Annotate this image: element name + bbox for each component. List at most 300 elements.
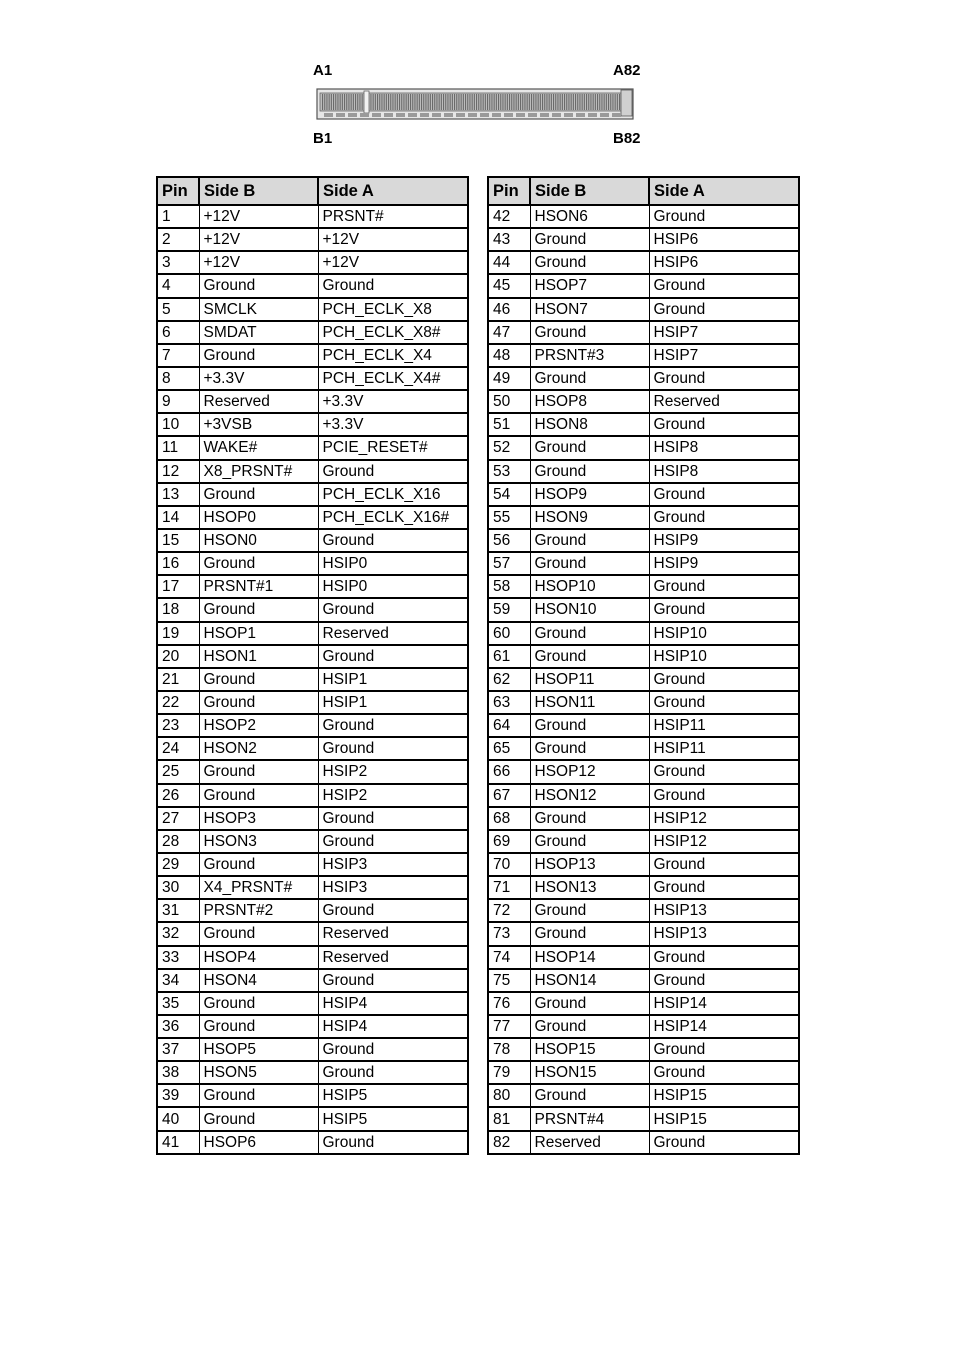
table-row — [488, 784, 799, 807]
cell-side-a: PCH_ECLK_X16 — [318, 483, 468, 506]
cell-side-b: HSOP2 — [199, 714, 318, 737]
cell-side-a: Ground — [318, 714, 468, 737]
cell-pin: 37 — [157, 1038, 199, 1061]
table-row — [488, 205, 799, 228]
cell-side-b: Ground — [530, 552, 649, 575]
cell-pin: 8 — [157, 367, 199, 390]
cell-side-b: HSOP14 — [530, 946, 649, 969]
cell-side-b: Ground — [199, 483, 318, 506]
cell-side-a: HSIP2 — [318, 760, 468, 783]
cell-side-a: Ground — [318, 460, 468, 483]
cell-side-a: Ground — [318, 598, 468, 621]
cell-side-a: HSIP10 — [649, 645, 799, 668]
table-row — [488, 1061, 799, 1084]
table-row — [157, 274, 468, 297]
table-row — [157, 483, 468, 506]
cell-pin: 4 — [157, 274, 199, 297]
cell-side-a: Ground — [318, 1061, 468, 1084]
cell-pin: 26 — [157, 784, 199, 807]
cell-side-b: +3.3V — [199, 367, 318, 390]
cell-pin: 73 — [488, 922, 530, 945]
cell-side-a: Ground — [649, 205, 799, 228]
cell-side-a: HSIP7 — [649, 321, 799, 344]
cell-side-a: Ground — [649, 760, 799, 783]
cell-side-a: HSIP13 — [649, 899, 799, 922]
table-row — [157, 575, 468, 598]
table-row — [488, 506, 799, 529]
cell-side-b: Ground — [530, 645, 649, 668]
cell-pin: 69 — [488, 830, 530, 853]
table-row — [488, 946, 799, 969]
cell-side-b: HSON5 — [199, 1061, 318, 1084]
table-row — [488, 668, 799, 691]
table-row — [157, 205, 468, 228]
cell-side-a: Ground — [649, 483, 799, 506]
table-row — [488, 1084, 799, 1107]
cell-pin: 23 — [157, 714, 199, 737]
cell-side-a: Reserved — [649, 390, 799, 413]
cell-side-a: Reserved — [318, 946, 468, 969]
table-row — [157, 1107, 468, 1130]
table-row — [488, 691, 799, 714]
cell-pin: 29 — [157, 853, 199, 876]
cell-side-a: HSIP3 — [318, 876, 468, 899]
table-header-row — [488, 177, 799, 205]
table-row — [157, 298, 468, 321]
table-row — [488, 598, 799, 621]
cell-side-a: PRSNT# — [318, 205, 468, 228]
cell-side-b: Ground — [530, 737, 649, 760]
cell-side-a: HSIP4 — [318, 1015, 468, 1038]
cell-side-a: HSIP15 — [649, 1084, 799, 1107]
cell-pin: 10 — [157, 413, 199, 436]
cell-side-b: PRSNT#4 — [530, 1107, 649, 1130]
cell-pin: 76 — [488, 992, 530, 1015]
cell-side-a: HSIP13 — [649, 922, 799, 945]
cell-side-b: Ground — [199, 1107, 318, 1130]
table-row — [157, 807, 468, 830]
cell-side-b: Ground — [530, 321, 649, 344]
table-row — [157, 344, 468, 367]
cell-pin: 75 — [488, 969, 530, 992]
cell-side-a: Ground — [649, 506, 799, 529]
cell-side-a: Ground — [649, 1131, 799, 1154]
cell-pin: 39 — [157, 1084, 199, 1107]
cell-pin: 59 — [488, 598, 530, 621]
cell-side-a: HSIP14 — [649, 992, 799, 1015]
connector-label-a1: A1 — [313, 62, 333, 79]
cell-pin: 44 — [488, 251, 530, 274]
table-row — [488, 529, 799, 552]
header-side-a: Side A — [318, 177, 468, 205]
cell-side-b: Reserved — [199, 390, 318, 413]
cell-pin: 58 — [488, 575, 530, 598]
connector-label-b1: B1 — [313, 130, 333, 147]
cell-side-a: Ground — [649, 969, 799, 992]
cell-side-b: HSON0 — [199, 529, 318, 552]
cell-pin: 19 — [157, 622, 199, 645]
table-row — [157, 390, 468, 413]
header-pin: Pin — [488, 177, 530, 205]
cell-side-b: HSOP15 — [530, 1038, 649, 1061]
pcie-slot-connector-image — [316, 88, 634, 120]
cell-side-a: HSIP7 — [649, 344, 799, 367]
cell-side-b: SMCLK — [199, 298, 318, 321]
cell-side-b: +12V — [199, 228, 318, 251]
table-row — [488, 830, 799, 853]
cell-pin: 6 — [157, 321, 199, 344]
cell-pin: 54 — [488, 483, 530, 506]
cell-pin: 32 — [157, 922, 199, 945]
table-row — [488, 1015, 799, 1038]
cell-side-b: HSOP1 — [199, 622, 318, 645]
table-row — [157, 899, 468, 922]
cell-side-b: X4_PRSNT# — [199, 876, 318, 899]
table-row — [488, 622, 799, 645]
cell-pin: 45 — [488, 274, 530, 297]
cell-side-a: PCH_ECLK_X4# — [318, 367, 468, 390]
cell-pin: 33 — [157, 946, 199, 969]
table-row — [488, 922, 799, 945]
cell-pin: 3 — [157, 251, 199, 274]
cell-pin: 43 — [488, 228, 530, 251]
table-row — [157, 760, 468, 783]
cell-side-a: HSIP10 — [649, 622, 799, 645]
table-row — [157, 1038, 468, 1061]
cell-pin: 15 — [157, 529, 199, 552]
cell-side-b: HSON9 — [530, 506, 649, 529]
cell-side-a: HSIP5 — [318, 1107, 468, 1130]
cell-side-a: HSIP12 — [649, 807, 799, 830]
cell-side-a: HSIP9 — [649, 529, 799, 552]
cell-pin: 67 — [488, 784, 530, 807]
table-row — [488, 969, 799, 992]
table-row — [157, 668, 468, 691]
cell-pin: 20 — [157, 645, 199, 668]
cell-pin: 51 — [488, 413, 530, 436]
cell-side-b: HSOP4 — [199, 946, 318, 969]
cell-side-a: Ground — [649, 575, 799, 598]
connector-label-a82: A82 — [613, 62, 641, 79]
cell-pin: 11 — [157, 436, 199, 459]
table-row — [488, 853, 799, 876]
cell-pin: 12 — [157, 460, 199, 483]
cell-side-b: +12V — [199, 251, 318, 274]
cell-side-a: Ground — [318, 899, 468, 922]
cell-side-a: +3.3V — [318, 390, 468, 413]
table-row — [488, 760, 799, 783]
table-row — [488, 413, 799, 436]
cell-side-a: HSIP0 — [318, 552, 468, 575]
cell-side-b: Ground — [530, 367, 649, 390]
table-row — [157, 506, 468, 529]
cell-pin: 30 — [157, 876, 199, 899]
table-row — [157, 529, 468, 552]
cell-side-b: Ground — [530, 807, 649, 830]
cell-side-a: Ground — [649, 853, 799, 876]
table-row — [157, 321, 468, 344]
cell-side-b: Ground — [530, 460, 649, 483]
header-side-a: Side A — [649, 177, 799, 205]
table-row — [488, 992, 799, 1015]
table-row — [488, 390, 799, 413]
cell-side-b: Ground — [199, 691, 318, 714]
cell-side-a: HSIP5 — [318, 1084, 468, 1107]
cell-pin: 27 — [157, 807, 199, 830]
cell-side-a: HSIP11 — [649, 714, 799, 737]
cell-side-b: HSOP3 — [199, 807, 318, 830]
cell-side-b: HSOP7 — [530, 274, 649, 297]
cell-side-b: HSON13 — [530, 876, 649, 899]
cell-side-b: Ground — [530, 714, 649, 737]
cell-pin: 16 — [157, 552, 199, 575]
cell-side-b: Ground — [199, 922, 318, 945]
table-row — [488, 1107, 799, 1130]
cell-side-b: HSON14 — [530, 969, 649, 992]
cell-pin: 63 — [488, 691, 530, 714]
cell-side-b: X8_PRSNT# — [199, 460, 318, 483]
cell-pin: 80 — [488, 1084, 530, 1107]
cell-pin: 42 — [488, 205, 530, 228]
cell-pin: 65 — [488, 737, 530, 760]
cell-side-b: HSOP0 — [199, 506, 318, 529]
cell-pin: 79 — [488, 1061, 530, 1084]
cell-side-a: Ground — [649, 784, 799, 807]
cell-side-a: HSIP6 — [649, 251, 799, 274]
table-row — [157, 251, 468, 274]
cell-side-b: HSOP5 — [199, 1038, 318, 1061]
table-row — [157, 784, 468, 807]
cell-side-b: HSOP12 — [530, 760, 649, 783]
cell-side-a: HSIP1 — [318, 668, 468, 691]
cell-side-b: +12V — [199, 205, 318, 228]
cell-side-b: SMDAT — [199, 321, 318, 344]
cell-side-b: Ground — [530, 922, 649, 945]
table-row — [157, 714, 468, 737]
cell-side-a: +12V — [318, 228, 468, 251]
table-row — [157, 922, 468, 945]
cell-side-b: Ground — [199, 1084, 318, 1107]
cell-side-b: +3VSB — [199, 413, 318, 436]
cell-pin: 40 — [157, 1107, 199, 1130]
cell-side-b: HSON4 — [199, 969, 318, 992]
table-row — [488, 460, 799, 483]
table-row — [157, 1061, 468, 1084]
cell-side-b: Ground — [530, 1084, 649, 1107]
table-row — [488, 645, 799, 668]
cell-side-a: Ground — [649, 691, 799, 714]
pin-table-left — [156, 176, 469, 1155]
cell-side-b: Ground — [199, 344, 318, 367]
cell-side-a: Ground — [649, 876, 799, 899]
table-row — [488, 298, 799, 321]
cell-pin: 34 — [157, 969, 199, 992]
table-row — [157, 552, 468, 575]
cell-side-b: Ground — [199, 552, 318, 575]
cell-pin: 21 — [157, 668, 199, 691]
cell-side-b: Ground — [199, 598, 318, 621]
cell-pin: 41 — [157, 1131, 199, 1154]
cell-pin: 2 — [157, 228, 199, 251]
table-row — [488, 807, 799, 830]
cell-pin: 22 — [157, 691, 199, 714]
cell-side-b: Ground — [530, 228, 649, 251]
cell-pin: 14 — [157, 506, 199, 529]
cell-side-b: Ground — [530, 1015, 649, 1038]
cell-pin: 18 — [157, 598, 199, 621]
cell-side-b: Ground — [530, 992, 649, 1015]
table-row — [488, 228, 799, 251]
table-row — [488, 575, 799, 598]
cell-pin: 57 — [488, 552, 530, 575]
cell-side-b: Ground — [530, 251, 649, 274]
table-row — [488, 367, 799, 390]
table-row — [488, 344, 799, 367]
table-row — [488, 552, 799, 575]
cell-pin: 46 — [488, 298, 530, 321]
table-row — [157, 1084, 468, 1107]
cell-side-b: HSON2 — [199, 737, 318, 760]
cell-pin: 47 — [488, 321, 530, 344]
cell-side-b: PRSNT#2 — [199, 899, 318, 922]
cell-side-b: Reserved — [530, 1131, 649, 1154]
cell-pin: 74 — [488, 946, 530, 969]
cell-side-b: PRSNT#1 — [199, 575, 318, 598]
header-pin: Pin — [157, 177, 199, 205]
cell-side-a: PCH_ECLK_X8 — [318, 298, 468, 321]
cell-side-b: Ground — [530, 436, 649, 459]
cell-pin: 68 — [488, 807, 530, 830]
table-row — [157, 1131, 468, 1154]
cell-side-b: HSOP9 — [530, 483, 649, 506]
cell-pin: 71 — [488, 876, 530, 899]
table-row — [157, 598, 468, 621]
table-row — [488, 321, 799, 344]
table-row — [488, 876, 799, 899]
cell-side-a: HSIP1 — [318, 691, 468, 714]
table-row — [488, 436, 799, 459]
cell-side-b: HSON15 — [530, 1061, 649, 1084]
cell-side-a: HSIP0 — [318, 575, 468, 598]
cell-pin: 55 — [488, 506, 530, 529]
cell-side-b: HSON10 — [530, 598, 649, 621]
cell-side-a: Ground — [649, 598, 799, 621]
cell-side-b: PRSNT#3 — [530, 344, 649, 367]
cell-pin: 52 — [488, 436, 530, 459]
cell-side-b: HSON7 — [530, 298, 649, 321]
cell-side-a: HSIP14 — [649, 1015, 799, 1038]
cell-side-b: Ground — [199, 784, 318, 807]
cell-pin: 35 — [157, 992, 199, 1015]
cell-side-b: HSON6 — [530, 205, 649, 228]
cell-pin: 70 — [488, 853, 530, 876]
cell-pin: 49 — [488, 367, 530, 390]
table-row — [157, 413, 468, 436]
cell-pin: 78 — [488, 1038, 530, 1061]
cell-side-a: Ground — [318, 274, 468, 297]
cell-side-a: PCIE_RESET# — [318, 436, 468, 459]
cell-side-b: Ground — [530, 899, 649, 922]
table-row — [157, 830, 468, 853]
table-row — [157, 367, 468, 390]
cell-side-a: Ground — [318, 830, 468, 853]
table-row — [488, 251, 799, 274]
cell-side-b: HSON8 — [530, 413, 649, 436]
cell-side-b: HSOP6 — [199, 1131, 318, 1154]
cell-pin: 66 — [488, 760, 530, 783]
cell-side-a: HSIP6 — [649, 228, 799, 251]
cell-pin: 77 — [488, 1015, 530, 1038]
cell-pin: 1 — [157, 205, 199, 228]
cell-side-b: HSON3 — [199, 830, 318, 853]
cell-pin: 64 — [488, 714, 530, 737]
cell-side-a: Ground — [318, 1038, 468, 1061]
table-row — [157, 436, 468, 459]
cell-side-a: Ground — [318, 645, 468, 668]
cell-side-a: Reserved — [318, 922, 468, 945]
cell-side-a: HSIP4 — [318, 992, 468, 1015]
cell-pin: 24 — [157, 737, 199, 760]
cell-side-b: Ground — [530, 529, 649, 552]
table-row — [488, 1038, 799, 1061]
table-row — [157, 853, 468, 876]
cell-side-a: HSIP15 — [649, 1107, 799, 1130]
cell-side-a: Ground — [649, 367, 799, 390]
cell-pin: 72 — [488, 899, 530, 922]
cell-side-a: Ground — [318, 529, 468, 552]
cell-side-b: HSOP8 — [530, 390, 649, 413]
cell-side-a: Ground — [318, 807, 468, 830]
cell-side-a: HSIP9 — [649, 552, 799, 575]
cell-side-b: HSOP13 — [530, 853, 649, 876]
cell-side-a: HSIP2 — [318, 784, 468, 807]
connector-label-b82: B82 — [613, 130, 641, 147]
cell-pin: 5 — [157, 298, 199, 321]
cell-pin: 81 — [488, 1107, 530, 1130]
cell-pin: 17 — [157, 575, 199, 598]
table-row — [157, 992, 468, 1015]
cell-side-a: Ground — [318, 737, 468, 760]
table-row — [157, 946, 468, 969]
cell-side-a: PCH_ECLK_X16# — [318, 506, 468, 529]
cell-side-b: HSON1 — [199, 645, 318, 668]
cell-side-a: PCH_ECLK_X8# — [318, 321, 468, 344]
cell-pin: 28 — [157, 830, 199, 853]
cell-side-a: Ground — [649, 274, 799, 297]
table-row — [157, 969, 468, 992]
cell-side-b: Ground — [199, 992, 318, 1015]
cell-pin: 53 — [488, 460, 530, 483]
cell-side-a: Ground — [649, 413, 799, 436]
table-header-row — [157, 177, 468, 205]
table-row — [157, 228, 468, 251]
cell-side-a: Ground — [649, 298, 799, 321]
table-row — [488, 483, 799, 506]
table-row — [157, 622, 468, 645]
table-row — [488, 714, 799, 737]
cell-side-b: HSON11 — [530, 691, 649, 714]
cell-pin: 62 — [488, 668, 530, 691]
cell-side-a: HSIP8 — [649, 436, 799, 459]
cell-side-b: HSOP10 — [530, 575, 649, 598]
cell-side-a: Ground — [649, 668, 799, 691]
cell-side-a: HSIP12 — [649, 830, 799, 853]
cell-side-a: HSIP3 — [318, 853, 468, 876]
table-row — [157, 1015, 468, 1038]
cell-side-a: Ground — [649, 946, 799, 969]
cell-side-a: Ground — [649, 1061, 799, 1084]
cell-pin: 25 — [157, 760, 199, 783]
